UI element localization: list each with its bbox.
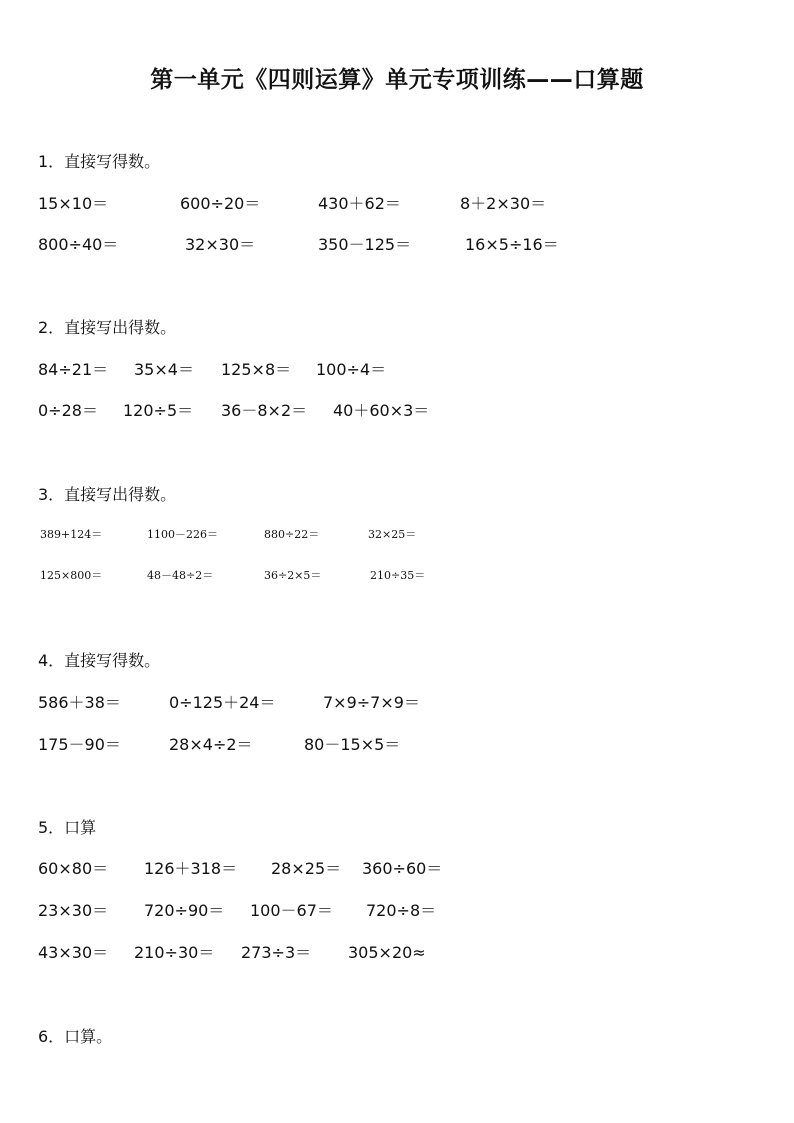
problem: 273÷3＝ — [241, 943, 312, 962]
section-4-heading: 4．直接写得数。 — [38, 651, 161, 670]
problem: 0÷28＝ — [38, 401, 98, 420]
problem: 100－67＝ — [250, 901, 333, 920]
problem: 586＋38＝ — [38, 693, 121, 712]
section-1-heading: 1．直接写得数。 — [38, 152, 161, 171]
worksheet-title: 第一单元《四则运算》单元专项训练——口算题 — [150, 67, 644, 93]
problem: 210÷30＝ — [134, 943, 215, 962]
problem: 8＋2×30＝ — [460, 194, 547, 213]
problem: 305×20≈ — [348, 943, 426, 962]
problem: 23×30＝ — [38, 901, 109, 920]
problem: 15×10＝ — [38, 194, 109, 213]
problem: 40＋60×3＝ — [333, 401, 430, 420]
problem: 125×800＝ — [40, 569, 103, 582]
problem: 100÷4＝ — [316, 360, 387, 379]
problem: 720÷90＝ — [144, 901, 225, 920]
problem: 600÷20＝ — [180, 194, 261, 213]
problem: 36－8×2＝ — [221, 401, 308, 420]
problem: 210÷35＝ — [370, 569, 426, 582]
problem: 126＋318＝ — [144, 859, 238, 878]
problem: 32×25＝ — [368, 528, 417, 541]
problem: 430＋62＝ — [318, 194, 401, 213]
problem: 7×9÷7×9＝ — [323, 693, 420, 712]
problem: 60×80＝ — [38, 859, 109, 878]
problem: 880÷22＝ — [264, 528, 320, 541]
problem: 175－90＝ — [38, 735, 121, 754]
problem: 36÷2×5＝ — [264, 569, 322, 582]
problem: 35×4＝ — [134, 360, 194, 379]
problem: 120÷5＝ — [123, 401, 194, 420]
problem: 0÷125＋24＝ — [169, 693, 276, 712]
problem: 350－125＝ — [318, 235, 412, 254]
problem: 32×30＝ — [185, 235, 256, 254]
problem: 720÷8＝ — [366, 901, 437, 920]
section-3-heading: 3．直接写出得数。 — [38, 485, 177, 504]
problem: 360÷60＝ — [362, 859, 443, 878]
problem: 800÷40＝ — [38, 235, 119, 254]
section-5-heading: 5．口算 — [38, 818, 97, 837]
problem: 28×25＝ — [271, 859, 342, 878]
problem: 84÷21＝ — [38, 360, 109, 379]
problem: 16×5÷16＝ — [465, 235, 559, 254]
problem: 125×8＝ — [221, 360, 292, 379]
problem: 28×4÷2＝ — [169, 735, 253, 754]
problem: 80－15×5＝ — [304, 735, 401, 754]
problem: 48－48÷2＝ — [147, 569, 214, 582]
problem: 1100－226＝ — [147, 528, 218, 541]
problem: 389+124＝ — [40, 528, 103, 541]
section-6-heading: 6．口算。 — [38, 1027, 113, 1046]
problem: 43×30＝ — [38, 943, 109, 962]
section-2-heading: 2．直接写出得数。 — [38, 318, 177, 337]
